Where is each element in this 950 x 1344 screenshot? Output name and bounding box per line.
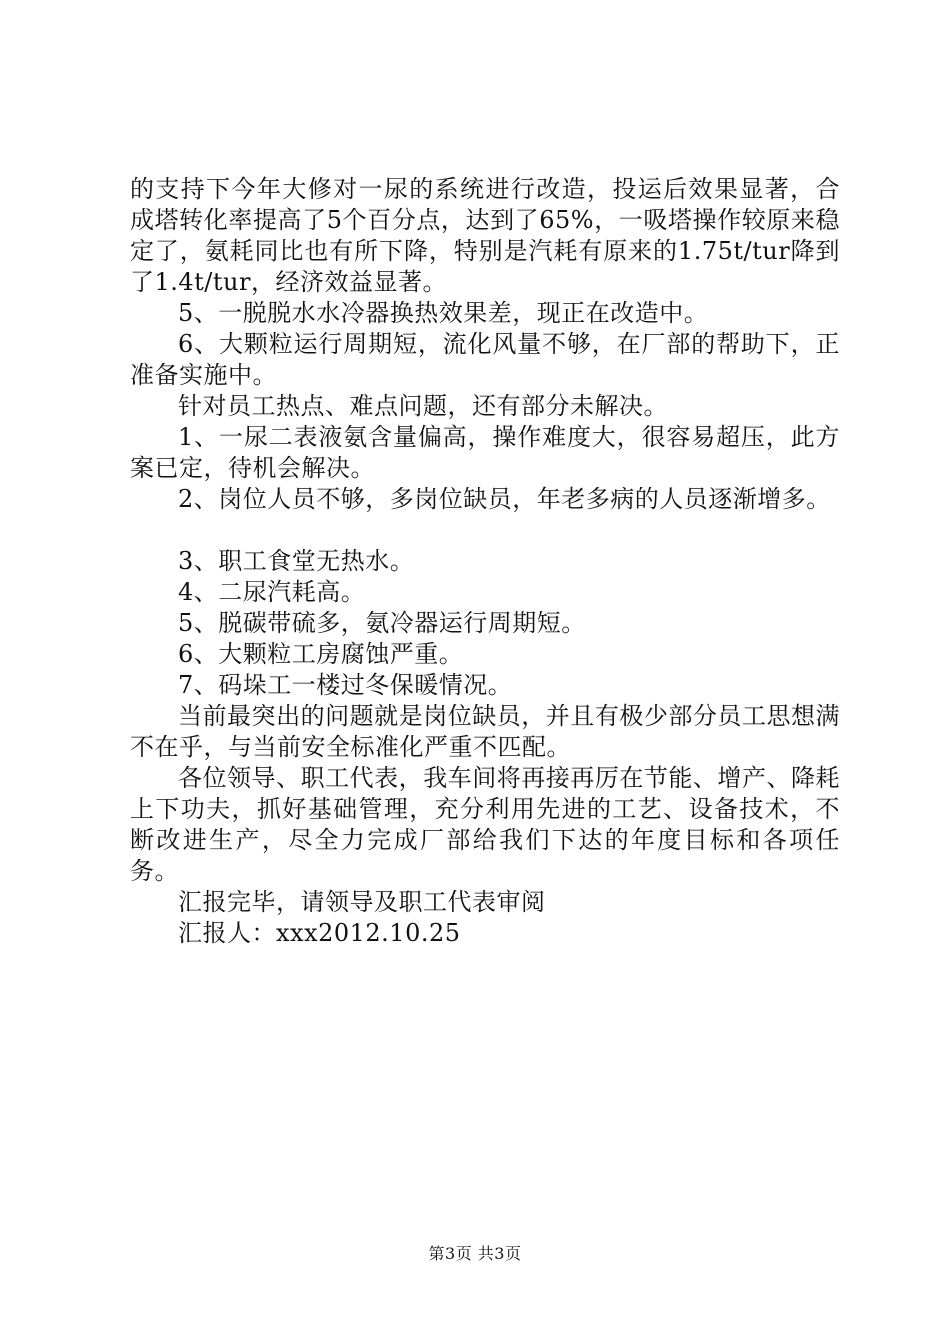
paragraph-issue-2: 2、岗位人员不够，多岗位缺员，年老多病的人员逐渐增多。 — [178, 485, 831, 513]
paragraph-intro-continuation: 的支持下今年大修对一尿的系统进行改造，投运后效果显著，合成塔转化率提高了5个百分点，达到了65%，一吸塔操作较原来稳定了，氨耗同比也有所下降，特别是汽耗有原来的1.75t/tur降到了1.4t/tur，经济效益显著。 — [130, 175, 840, 296]
paragraph-issue-4: 4、二尿汽耗高。 — [178, 578, 366, 606]
paragraph-closing-commitment: 各位领导、职工代表，我车间将再接再厉在节能、增产、降耗上下功夫，抓好基础管理，充分利用先进的工艺、设备技术，不断改进生产，尽全力完成厂部给我们下达的年度目标和各项任务。 — [130, 764, 840, 885]
paragraph-report-end: 汇报完毕，请领导及职工代表审阅 — [178, 888, 546, 916]
document-body — [130, 174, 840, 949]
paragraph-issue-7: 7、码垛工一楼过冬保暖情况。 — [178, 671, 513, 699]
paragraph-employee-issues-heading: 针对员工热点、难点问题，还有部分未解决。 — [178, 392, 668, 420]
page-number-label: 第3页 共3页 — [428, 1244, 522, 1263]
paragraph-reporter-signature: 汇报人：xxx2012.10.25 — [178, 919, 461, 947]
paragraph-issue-5: 5、脱碳带硫多，氨冷器运行周期短。 — [178, 609, 586, 637]
page-footer — [0, 1244, 950, 1264]
paragraph-issue-1: 1、一尿二表液氨含量偏高，操作难度大，很容易超压，此方案已定，待机会解决。 — [130, 423, 840, 482]
paragraph-key-problem: 当前最突出的问题就是岗位缺员，并且有极少部分员工思想满不在乎，与当前安全标准化严重不匹配。 — [130, 702, 840, 761]
paragraph-item-6-large-granule: 6、大颗粒运行周期短，流化风量不够，在厂部的帮助下，正准备实施中。 — [130, 330, 840, 389]
paragraph-issue-6: 6、大颗粒工房腐蚀严重。 — [178, 640, 464, 668]
paragraph-issue-3: 3、职工食堂无热水。 — [178, 547, 415, 575]
paragraph-item-5-dehydration-cooler: 5、一脱脱水水冷器换热效果差，现正在改造中。 — [178, 299, 709, 327]
